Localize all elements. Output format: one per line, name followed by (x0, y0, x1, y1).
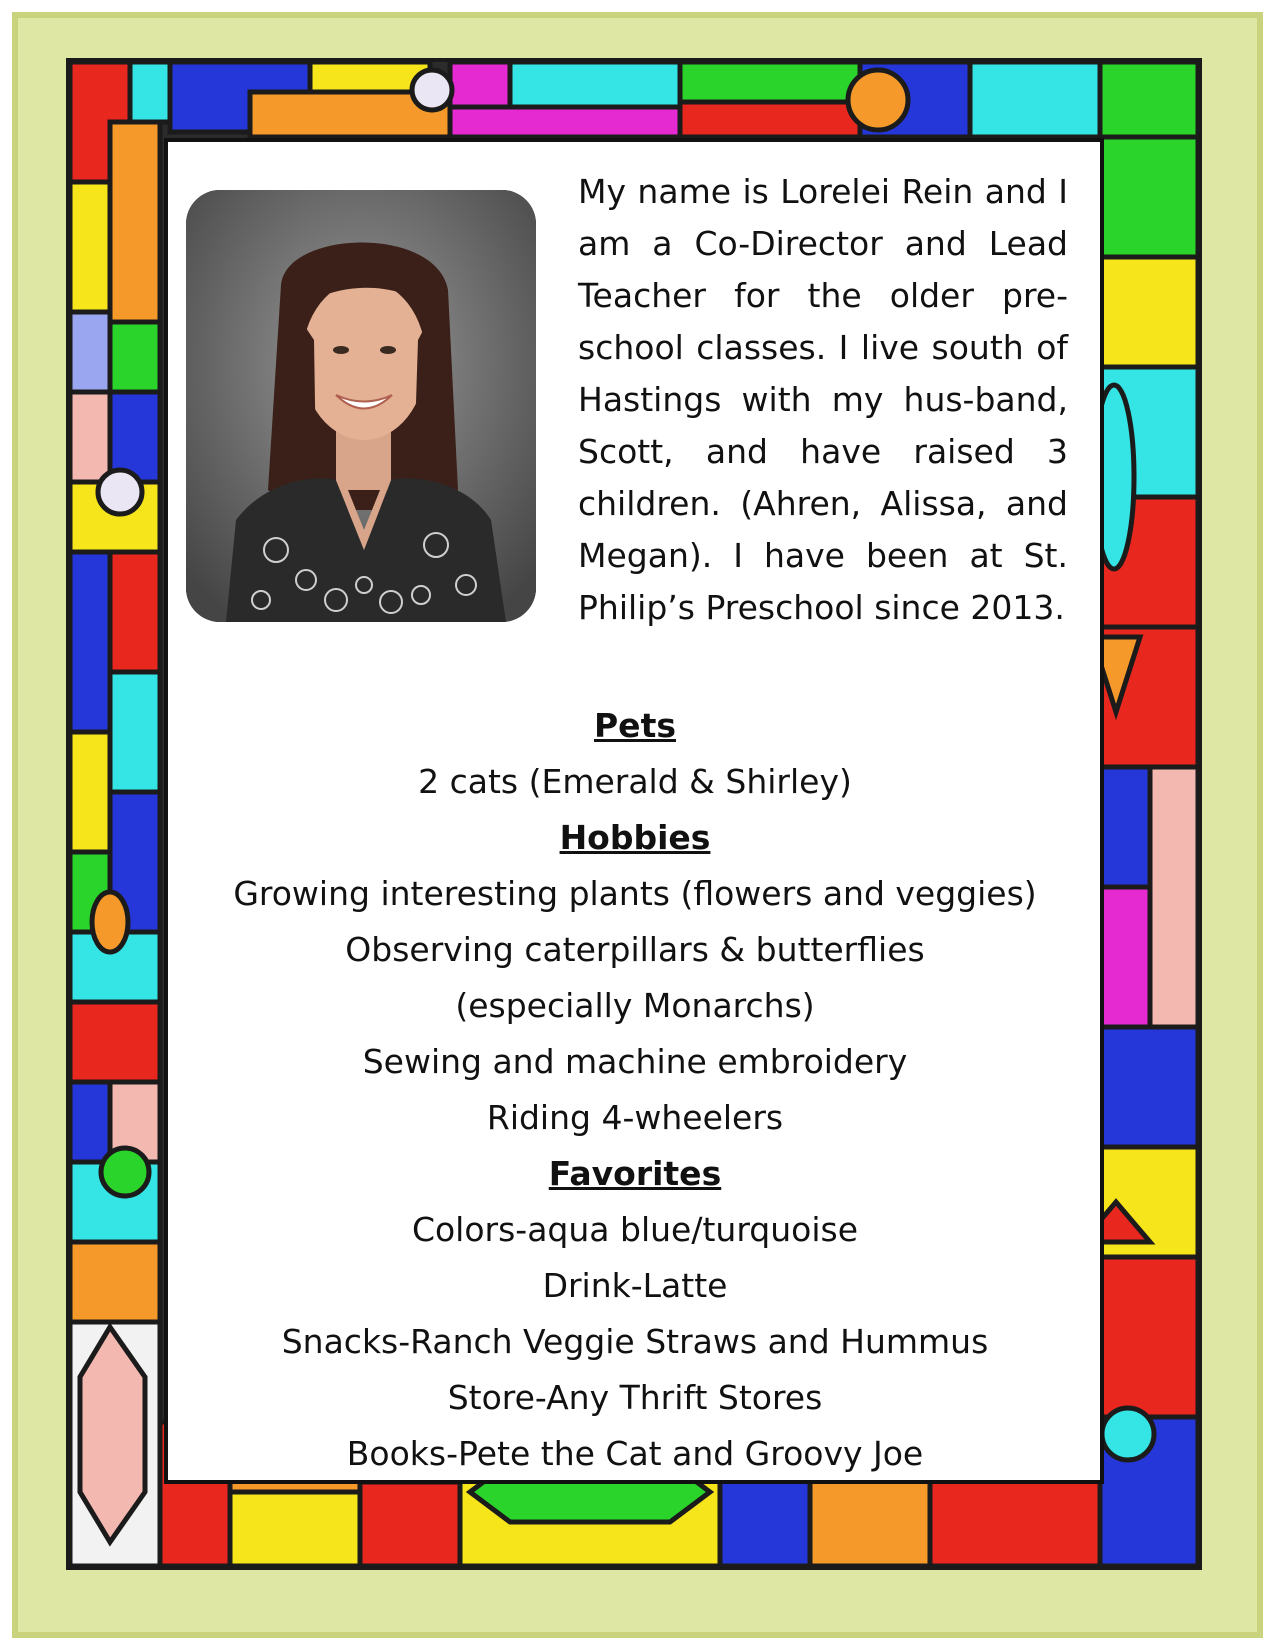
hobbies-heading: Hobbies (559, 818, 711, 857)
favorites-heading: Favorites (548, 1154, 722, 1193)
hobbies-item: (especially Monarchs) (455, 986, 815, 1025)
favorites-item: Store-Any Thrift Stores (447, 1378, 823, 1417)
pets-item: 2 cats (Emerald & Shirley) (418, 762, 852, 801)
hobbies-item: Sewing and machine embroidery (362, 1042, 908, 1081)
pets-heading: Pets (594, 706, 676, 745)
favorites-item: Drink-Latte (542, 1266, 728, 1305)
hobbies-item: Riding 4-wheelers (486, 1098, 784, 1137)
favorites-item: Snacks-Ranch Veggie Straws and Hummus (281, 1322, 989, 1361)
portrait-photo (186, 190, 536, 622)
hobbies-item: Observing caterpillars & butterflies (345, 930, 925, 969)
hobbies-item: Growing interesting plants (flowers and veggies) (233, 874, 1037, 913)
favorites-item: Books-Pete the Cat and Groovy Joe (346, 1434, 924, 1473)
details-list (170, 698, 1100, 1482)
intro-paragraph: My name is Lorelei Rein and I am a Co-Director and Lead Teacher for the older pre-school classes. I live south of Hastings with my hus-band, Scott, and have raised 3 children. (Ahren, Alissa, and Megan). I have been at St. Philip’s Preschool since 2013. (578, 172, 1068, 627)
favorites-item: Colors-aqua blue/turquoise (411, 1210, 859, 1249)
